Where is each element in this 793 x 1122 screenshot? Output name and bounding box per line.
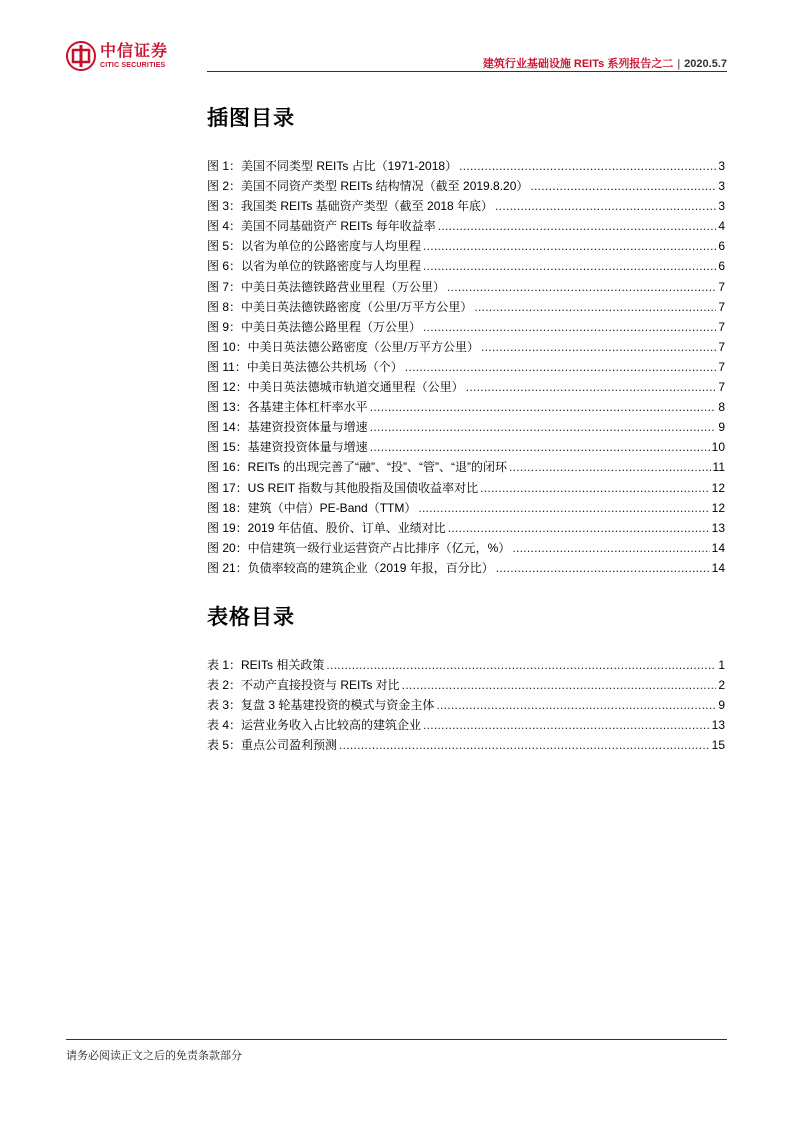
dot-leader	[466, 377, 717, 397]
figure-toc-entry-label[interactable]: 图 1：美国不同类型 REITs 占比（1971-2018）	[207, 159, 458, 173]
figure-toc-entry-page-number[interactable]: 13	[711, 520, 725, 535]
report-header	[483, 55, 727, 71]
figure-toc-entry[interactable]	[207, 337, 725, 357]
figure-toc-entry-label[interactable]: 图 15：基建资投资体量与增速	[207, 440, 368, 455]
dot-leader	[423, 256, 716, 276]
table-toc-entry-label[interactable]: 表 4：运营业务收入占比较高的建筑企业	[207, 718, 422, 733]
figure-toc-entry[interactable]	[207, 297, 725, 317]
table-toc-entry-page-number[interactable]: 1	[718, 658, 725, 672]
figure-toc-entry-page-number[interactable]: 7	[718, 339, 725, 354]
figure-toc-entry-page-number[interactable]: 7	[718, 299, 725, 314]
dot-leader	[480, 478, 710, 498]
figures-toc-title: 插图目录	[207, 107, 295, 130]
citic-logo-icon	[66, 41, 96, 71]
figure-toc-entry-page-number[interactable]: 6	[718, 259, 725, 274]
table-toc-entry-label[interactable]: 表 1：REITs 相关政策	[207, 658, 325, 672]
dot-leader	[459, 156, 716, 176]
table-toc-entry[interactable]	[207, 695, 725, 715]
dot-leader	[423, 317, 716, 337]
logo-english-name: CITIC SECURITIES	[100, 61, 166, 69]
table-toc-entry-page-number[interactable]: 13	[711, 718, 725, 733]
dot-leader	[326, 655, 716, 675]
header-separator: |	[677, 58, 681, 70]
figure-toc-entry-page-number[interactable]: 4	[718, 219, 725, 234]
company-logo	[66, 40, 168, 72]
figure-toc-entry-page-number[interactable]: 7	[718, 359, 725, 374]
dot-leader	[436, 695, 716, 715]
figure-toc-entry-page-number[interactable]: 12	[711, 500, 725, 515]
figure-toc-entry[interactable]	[207, 457, 725, 477]
dot-leader	[448, 518, 710, 538]
footer-divider	[66, 1039, 727, 1040]
figure-toc-entry-page-number[interactable]: 8	[718, 400, 725, 415]
report-date: 2020.5.7	[684, 58, 727, 70]
dot-leader	[423, 715, 710, 735]
dot-leader	[405, 357, 717, 377]
figure-toc-entry-page-number[interactable]: 12	[711, 480, 725, 495]
figure-toc-entry-page-number[interactable]: 11	[712, 460, 725, 475]
dot-leader	[402, 675, 717, 695]
dot-leader	[530, 176, 716, 196]
figure-toc-entry[interactable]	[207, 478, 725, 498]
dot-leader	[370, 437, 710, 457]
figure-toc-entry-label[interactable]: 图 2：美国不同资产类型 REITs 结构情况（截至 2019.8.20）	[207, 179, 529, 194]
report-series-title: 建筑行业基础设施 REITs 系列报告之二	[482, 58, 674, 70]
figure-toc-entry-label[interactable]: 图 11：中美日英法德公共机场（个）	[207, 359, 403, 374]
figure-toc-entry-label[interactable]: 图 17：US REIT 指数与其他股指及国债收益率对比	[207, 480, 479, 495]
figure-toc-entry-page-number[interactable]: 14	[711, 540, 725, 555]
figure-toc-entry-page-number[interactable]: 3	[718, 199, 725, 214]
figure-toc-entry[interactable]	[207, 317, 725, 337]
table-toc-entry-page-number[interactable]: 15	[711, 738, 725, 753]
dot-leader	[481, 337, 716, 357]
dot-leader	[495, 196, 716, 216]
figure-toc-entry[interactable]	[207, 277, 725, 297]
footer-disclaimer: 请务必阅读正文之后的免责条款部分	[66, 1050, 242, 1062]
dot-leader	[423, 236, 716, 256]
table-toc-entry[interactable]	[207, 675, 725, 695]
dot-leader	[370, 397, 717, 417]
header-divider	[207, 71, 727, 72]
figure-toc-entry-label[interactable]: 图 10：中美日英法德公路密度（公里/万平方公里）	[207, 339, 480, 354]
table-toc-entry[interactable]	[207, 715, 725, 735]
dot-leader	[447, 277, 716, 297]
figure-toc-entry-label[interactable]: 图 19：2019 年估值、股价、订单、业绩对比	[207, 520, 446, 535]
figure-toc-entry[interactable]	[207, 498, 725, 518]
figure-toc-entry[interactable]	[207, 357, 725, 377]
table-toc-entry-label[interactable]: 表 5：重点公司盈利预测	[207, 738, 338, 753]
table-toc-entry-page-number[interactable]: 9	[718, 698, 725, 713]
table-toc-entry[interactable]	[207, 735, 725, 755]
dot-leader	[496, 558, 710, 578]
table-toc-entry-page-number[interactable]: 2	[718, 678, 725, 693]
figure-toc-entry-label[interactable]: 图 20：中信建筑一级行业运营资产占比排序（亿元，%）	[207, 540, 511, 555]
dot-leader	[370, 417, 717, 437]
figure-toc-entry-page-number[interactable]: 14	[711, 560, 725, 575]
figure-toc-entry[interactable]	[207, 417, 725, 437]
figure-toc-entry[interactable]	[207, 538, 725, 558]
figure-toc-entry-label[interactable]: 图 18：建筑（中信）PE-Band（TTM）	[207, 500, 417, 515]
dot-leader	[438, 216, 717, 236]
figure-toc-entry[interactable]	[207, 236, 725, 256]
figure-toc-entry[interactable]	[207, 216, 725, 236]
figure-toc-entry-page-number[interactable]: 7	[718, 380, 725, 395]
figure-toc-entry[interactable]	[207, 176, 725, 196]
dot-leader	[418, 498, 709, 518]
figure-toc-entry-page-number[interactable]: 9	[718, 420, 725, 435]
logo-chinese-name: 中信证券	[100, 42, 169, 60]
figure-toc-entry-page-number[interactable]: 3	[718, 159, 725, 173]
figure-toc-entry-label[interactable]: 图 8：中美日英法德铁路密度（公里/万平方公里）	[207, 299, 473, 314]
figure-toc-entry[interactable]	[207, 518, 725, 538]
figure-toc-entry[interactable]	[207, 196, 725, 216]
figure-toc-entry-label[interactable]: 图 5：以省为单位的公路密度与人均里程	[207, 239, 422, 254]
figure-toc-entry-label[interactable]: 图 7：中美日英法德铁路营业里程（万公里）	[207, 279, 446, 294]
figure-toc-entry-page-number[interactable]: 7	[718, 279, 725, 294]
table-toc-entry-label[interactable]: 表 2：不动产直接投资与 REITs 对比	[207, 678, 400, 693]
figure-toc-entry[interactable]	[207, 437, 725, 457]
dot-leader	[509, 457, 711, 477]
figure-toc-entry-label[interactable]: 图 13：各基建主体杠杆率水平	[207, 400, 368, 415]
figure-toc-entry[interactable]	[207, 558, 725, 578]
figure-toc-entry-label[interactable]: 图 6：以省为单位的铁路密度与人均里程	[207, 259, 422, 274]
figure-toc-entry[interactable]	[207, 377, 725, 397]
figure-toc-entry-page-number[interactable]: 3	[718, 179, 725, 194]
table-toc-entry[interactable]	[207, 655, 725, 675]
dot-leader	[512, 538, 709, 558]
figure-toc-entry-page-number[interactable]: 6	[718, 239, 725, 254]
figure-toc-entry-label[interactable]: 图 12：中美日英法德城市轨道交通里程（公里）	[207, 380, 464, 395]
figures-toc-list	[207, 156, 725, 578]
figure-toc-entry-label[interactable]: 图 3：我国类 REITs 基础资产类型（截至 2018 年底）	[207, 199, 494, 214]
dot-leader	[339, 735, 710, 755]
tables-toc-title: 表格目录	[207, 606, 295, 629]
figure-toc-entry-label[interactable]: 图 14：基建资投资体量与增速	[207, 420, 368, 435]
figure-toc-entry-page-number[interactable]: 7	[718, 319, 725, 334]
dot-leader	[474, 297, 716, 317]
figure-toc-entry-label[interactable]: 图 9：中美日英法德公路里程（万公里）	[207, 319, 422, 334]
figure-toc-entry-label[interactable]: 图 21：负债率较高的建筑企业（2019 年报，百分比）	[207, 560, 494, 575]
figure-toc-entry-label[interactable]: 图 16：REITs 的出现完善了“融”、“投”、“管”、“退”的闭环	[207, 460, 507, 475]
tables-toc-list	[207, 655, 725, 755]
table-toc-entry-label[interactable]: 表 3：复盘 3 轮基建投资的模式与资金主体	[207, 698, 435, 713]
figure-toc-entry-page-number[interactable]: 10	[711, 440, 725, 455]
figure-toc-entry[interactable]	[207, 397, 725, 417]
figure-toc-entry[interactable]	[207, 256, 725, 276]
figure-toc-entry[interactable]	[207, 156, 725, 176]
figure-toc-entry-label[interactable]: 图 4：美国不同基础资产 REITs 每年收益率	[207, 219, 436, 234]
